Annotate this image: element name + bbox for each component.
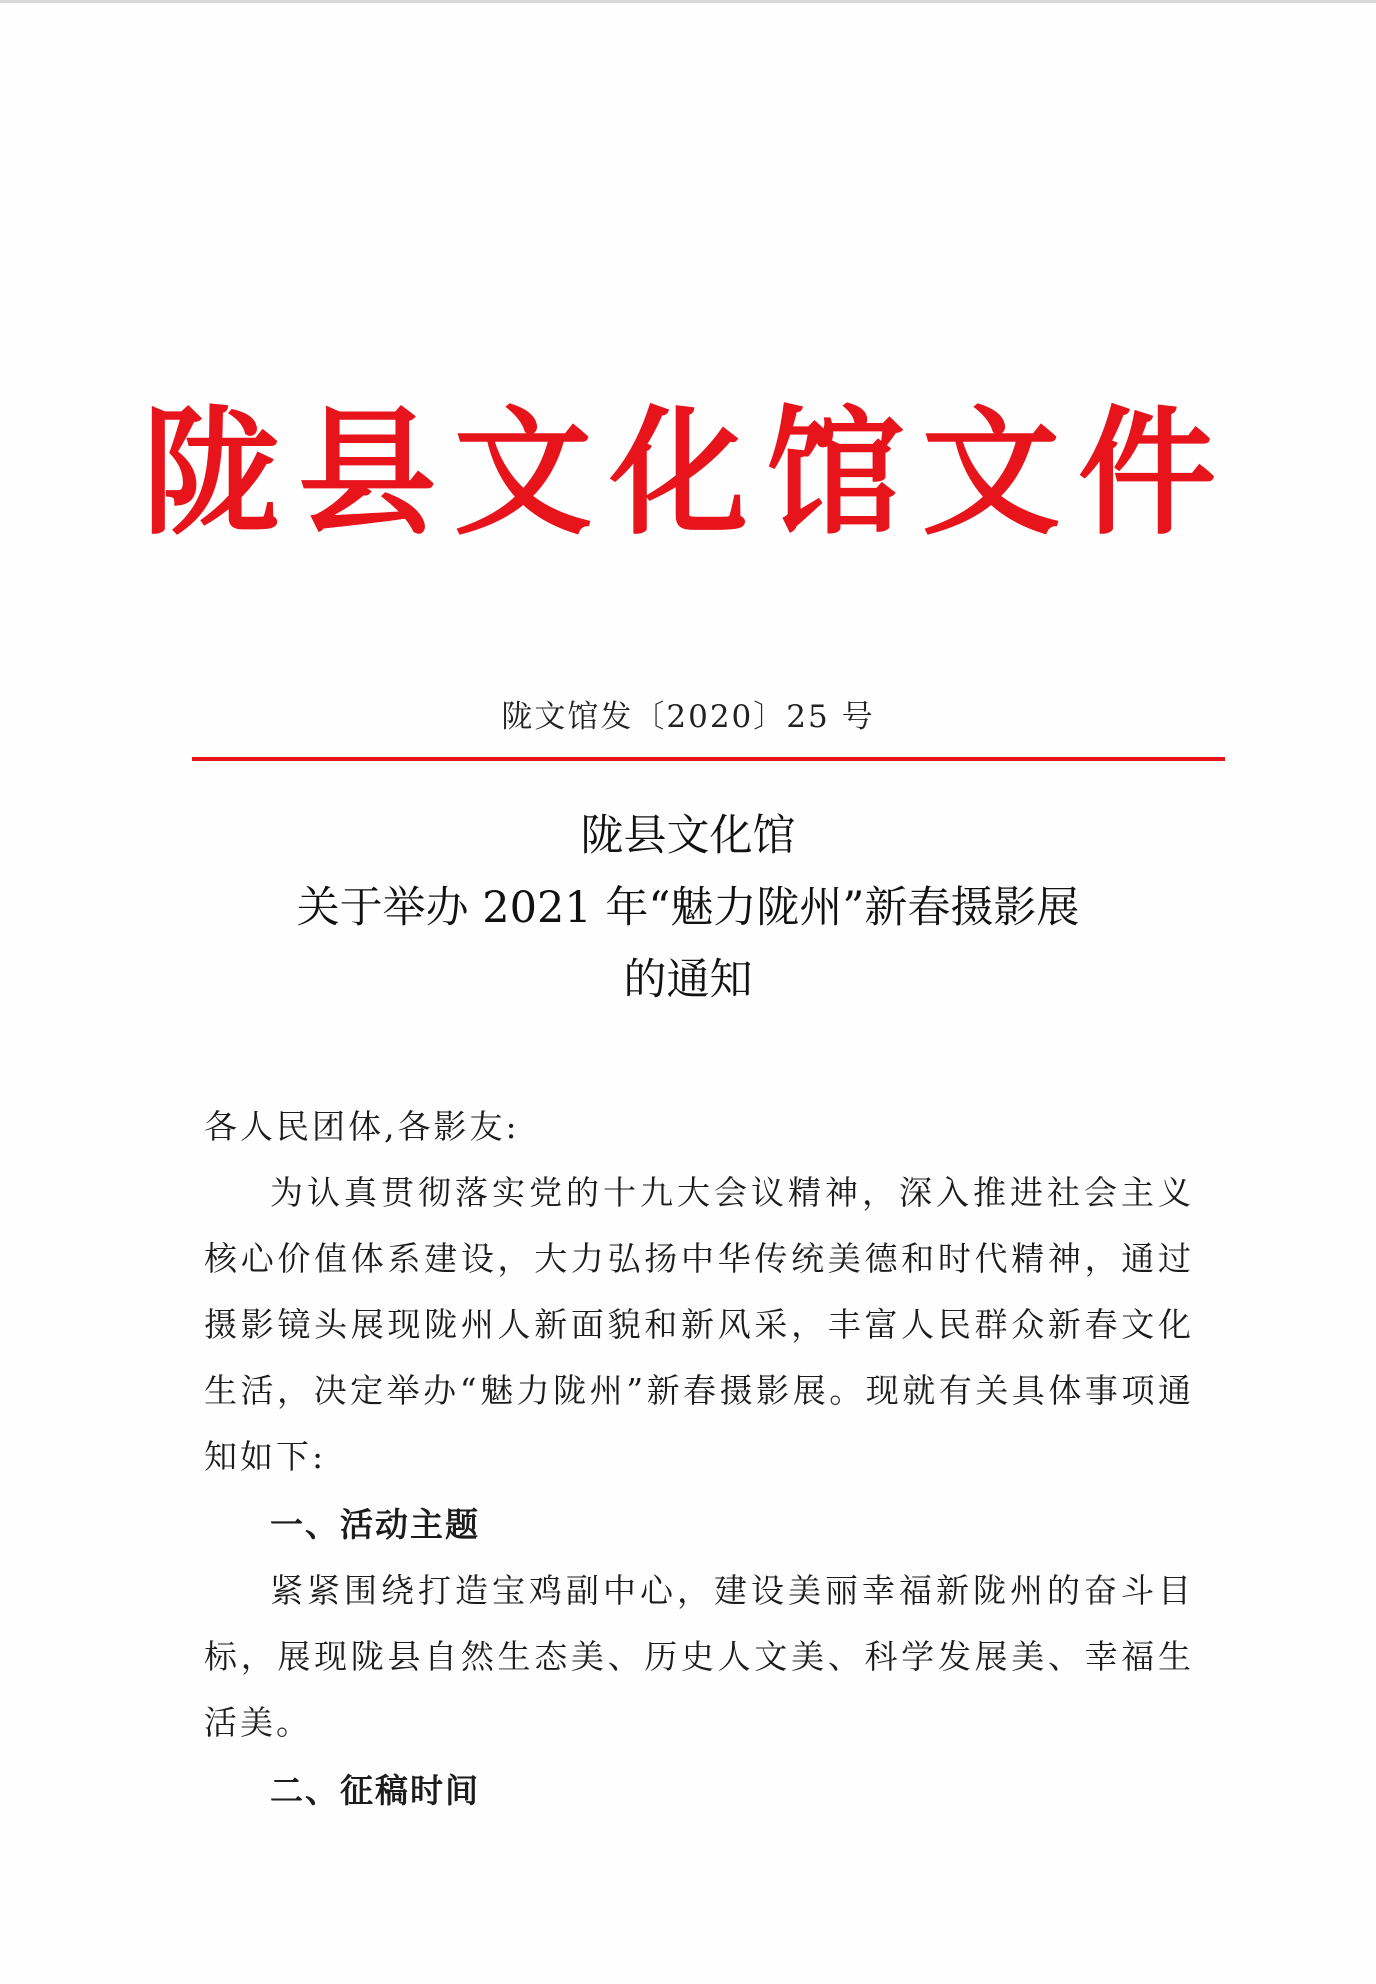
- section-1-heading: 一、活动主题: [270, 1505, 480, 1544]
- notice-title: [0, 800, 1376, 1016]
- title-line-1: 陇县文化馆: [580, 811, 796, 861]
- title-line-2: 关于举办 2021 年“魅力陇州”新春摄影展: [296, 883, 1080, 933]
- page-top-edge: [0, 0, 1376, 3]
- section-1-text: 紧紧围绕打造宝鸡副中心，建设美丽幸福新陇州的奋斗目标，展现陇县自然生态美、历史人文美、科学发展美、幸福生活美。: [204, 1571, 1194, 1742]
- document-masthead: 陇县文化馆文件: [141, 391, 1234, 554]
- red-divider-line: [192, 757, 1225, 761]
- notice-body: [204, 1094, 1194, 1824]
- salutation: 各人民团体,各影友:: [204, 1107, 520, 1146]
- title-line-3: 的通知: [623, 955, 753, 1005]
- document-number: 陇文馆发〔2020〕25 号: [501, 699, 875, 735]
- section-2-heading: 二、征稿时间: [270, 1771, 480, 1810]
- intro-paragraph: 为认真贯彻落实党的十九大会议精神，深入推进社会主义核心价值体系建设，大力弘扬中华传统美德和时代精神，通过摄影镜头展现陇州人新面貌和新风采，丰富人民群众新春文化生活，决定举办“魅力陇州”新春摄影展。现就有关具体事项通知如下:: [204, 1173, 1194, 1476]
